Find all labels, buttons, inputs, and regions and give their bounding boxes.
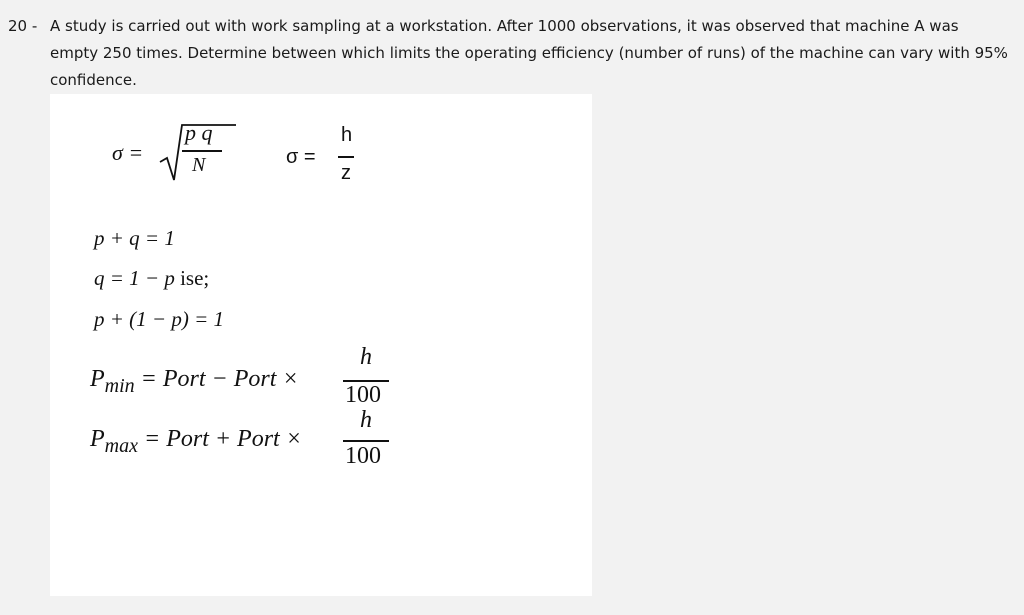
- pmax-denominator: 100: [345, 443, 381, 469]
- sigma-equals-1: σ =: [112, 140, 144, 165]
- pmin-symbol: P: [90, 366, 105, 392]
- pmax-symbol: P: [90, 426, 105, 452]
- question-body: A study is carried out with work sampling at a workstation. After 1000 observations, it was observed that machine A was empty 250 times. Determine between which limits the operating efficiency (number of runs) of the machine can vary with 95% confidence.: [50, 17, 1008, 89]
- pmax-equation: [90, 426, 302, 457]
- q-equation-ise: ise;: [174, 266, 210, 290]
- pmin-subscript: min: [104, 375, 135, 397]
- pmax-subscript: max: [104, 435, 138, 457]
- sqrt-denominator: N: [192, 154, 206, 176]
- pmax-numerator: h: [360, 407, 372, 433]
- pmin-rhs: = Port − Port ×: [134, 366, 299, 392]
- sqrt-numerator: p q: [185, 120, 213, 145]
- equation-p-plus-one-minus-p: p + (1 − p) = 1: [94, 307, 224, 331]
- question-number: 20 -: [8, 17, 38, 35]
- equation-q-equals: [94, 266, 209, 291]
- sigma-equals-2: σ =: [286, 146, 316, 168]
- h-over-z-numerator: h: [341, 124, 353, 146]
- sqrt-fraction-bar: [182, 150, 222, 152]
- equation-p-plus-q: p + q = 1: [94, 226, 175, 250]
- h-over-z-denominator: z: [341, 162, 351, 184]
- pmax-fraction-bar: [343, 440, 389, 442]
- pmax-rhs: = Port + Port ×: [138, 426, 302, 452]
- question-text-block: [8, 13, 1008, 94]
- pmin-denominator: 100: [345, 382, 381, 408]
- formula-image: [50, 94, 592, 596]
- q-equation-math: q = 1 − p: [94, 266, 175, 290]
- pmin-equation: [90, 366, 299, 397]
- pmin-numerator: h: [360, 344, 372, 370]
- h-over-z-bar: [338, 156, 354, 158]
